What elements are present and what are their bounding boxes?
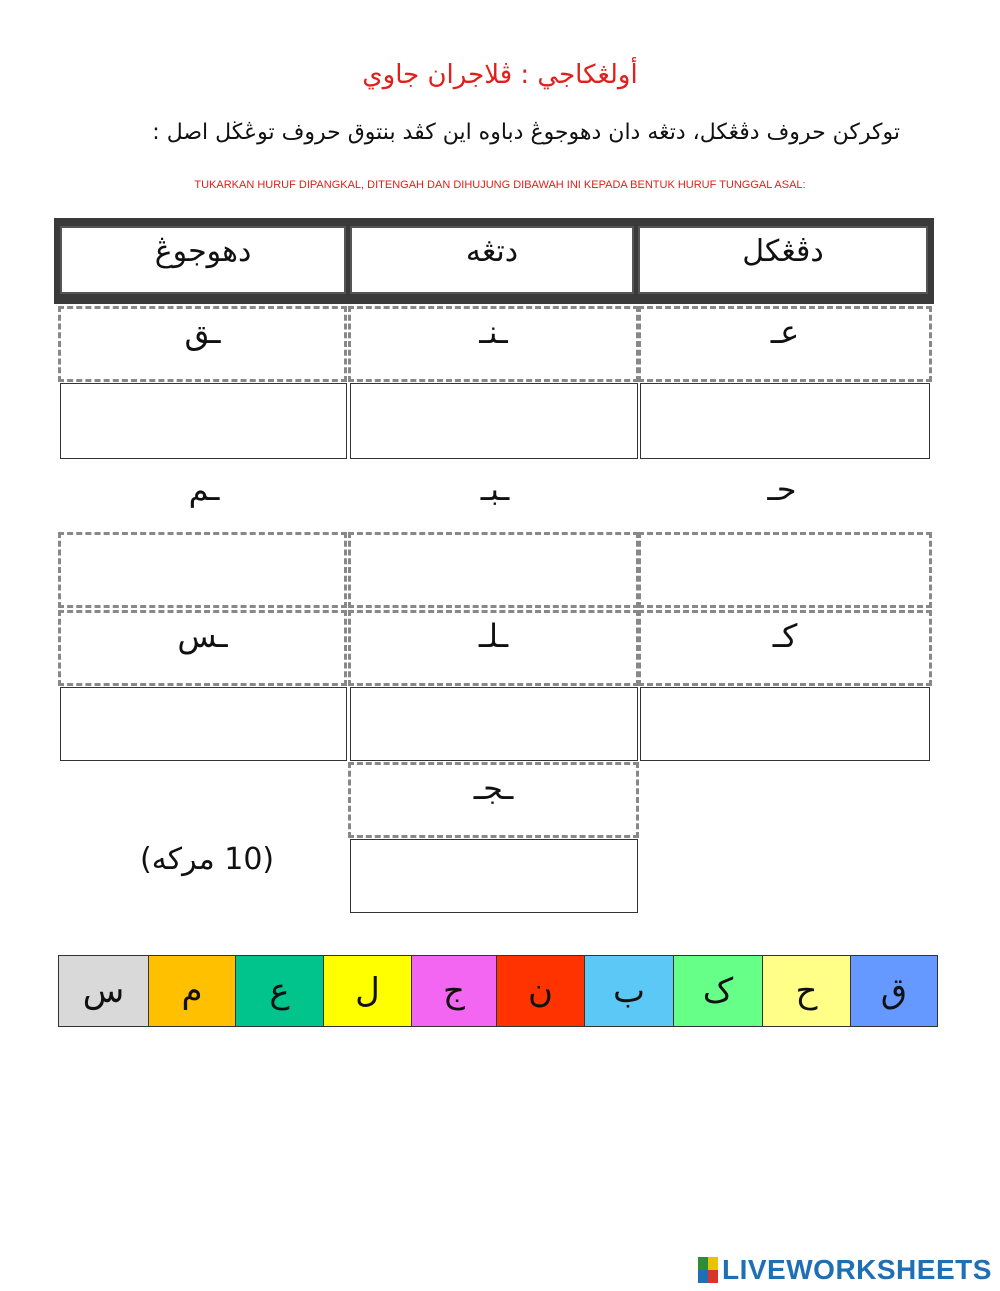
- liveworksheets-logo: [698, 1254, 992, 1286]
- tengah-answer-input-2[interactable]: [351, 535, 640, 607]
- letter-chip[interactable]: ح: [763, 956, 851, 1026]
- marks-label: (10 مركه): [140, 842, 275, 877]
- pangkal-letter-1: عـ: [638, 306, 932, 382]
- tengah-answer-3[interactable]: [350, 687, 638, 761]
- letter-bank: [58, 955, 938, 1027]
- tengah-letter-4: ـجـ: [348, 762, 639, 838]
- logo-square: [698, 1257, 708, 1270]
- worksheet-title: أولڠكاجي : ڤلاجران جاوي: [362, 60, 638, 90]
- instruction-jawi: توكركن حروف دڤڠكل، دتڠه دان دهوجوڠ دباوه اين كڤد بنتوق حروف توڠڬل اصل :: [152, 120, 900, 145]
- pangkal-answer-input-2[interactable]: [641, 535, 933, 607]
- letter-chip[interactable]: ک: [674, 956, 763, 1026]
- logo-square: [708, 1257, 718, 1270]
- letter-chip[interactable]: م: [149, 956, 236, 1026]
- instruction-rumi: TUKARKAN HURUF DIPANGKAL, DITENGAH DAN DIHUJUNG DIBAWAH INI KEPADA BENTUK HURUF TUNGGAL ASAL:: [194, 179, 806, 191]
- hujung-answer-input-1[interactable]: [61, 384, 350, 460]
- logo-text: LIVEWORKSHEETS: [722, 1254, 992, 1285]
- tengah-answer-input-4[interactable]: [351, 840, 641, 914]
- letter-chip[interactable]: ج: [412, 956, 497, 1026]
- pangkal-answer-input-1[interactable]: [641, 384, 933, 460]
- letter-chip[interactable]: ب: [585, 956, 674, 1026]
- header-hujung: دهوجوڠ: [60, 226, 346, 294]
- hujung-answer-input-3[interactable]: [61, 688, 350, 762]
- hujung-answer-1[interactable]: [60, 383, 347, 459]
- tengah-answer-4[interactable]: [350, 839, 638, 913]
- tengah-letter-3: ـلـ: [348, 610, 639, 686]
- tengah-answer-input-1[interactable]: [351, 384, 641, 460]
- pangkal-answer-1[interactable]: [640, 383, 930, 459]
- letter-chip[interactable]: ن: [497, 956, 585, 1026]
- logo-mark-icon: [698, 1257, 718, 1283]
- letter-chip[interactable]: س: [59, 956, 149, 1026]
- hujung-answer-3[interactable]: [60, 687, 347, 761]
- hujung-answer-input-2[interactable]: [61, 535, 348, 607]
- letter-chip[interactable]: ع: [236, 956, 324, 1026]
- pangkal-letter-2: حـ: [767, 470, 797, 508]
- header-tengah: دتڠه: [350, 226, 634, 294]
- tengah-letter-1: ـنـ: [348, 306, 639, 382]
- tengah-answer-2[interactable]: [348, 532, 639, 608]
- letter-chip[interactable]: ق: [851, 956, 937, 1026]
- tengah-answer-input-3[interactable]: [351, 688, 641, 762]
- pangkal-letter-3: كـ: [638, 610, 932, 686]
- pangkal-answer-3[interactable]: [640, 687, 930, 761]
- tengah-letter-2: ـبـ: [480, 470, 510, 508]
- letter-chip[interactable]: ل: [324, 956, 412, 1026]
- logo-square: [698, 1270, 708, 1283]
- logo-square: [708, 1270, 718, 1283]
- pangkal-answer-2[interactable]: [638, 532, 932, 608]
- hujung-letter-2: ـم: [188, 470, 220, 508]
- header-pangkal: دڤڠكل: [638, 226, 928, 294]
- pangkal-answer-input-3[interactable]: [641, 688, 933, 762]
- tengah-answer-1[interactable]: [350, 383, 638, 459]
- hujung-letter-3: ـس: [58, 610, 347, 686]
- hujung-letter-1: ـق: [58, 306, 347, 382]
- table-header-row: [54, 218, 934, 304]
- hujung-answer-2[interactable]: [58, 532, 347, 608]
